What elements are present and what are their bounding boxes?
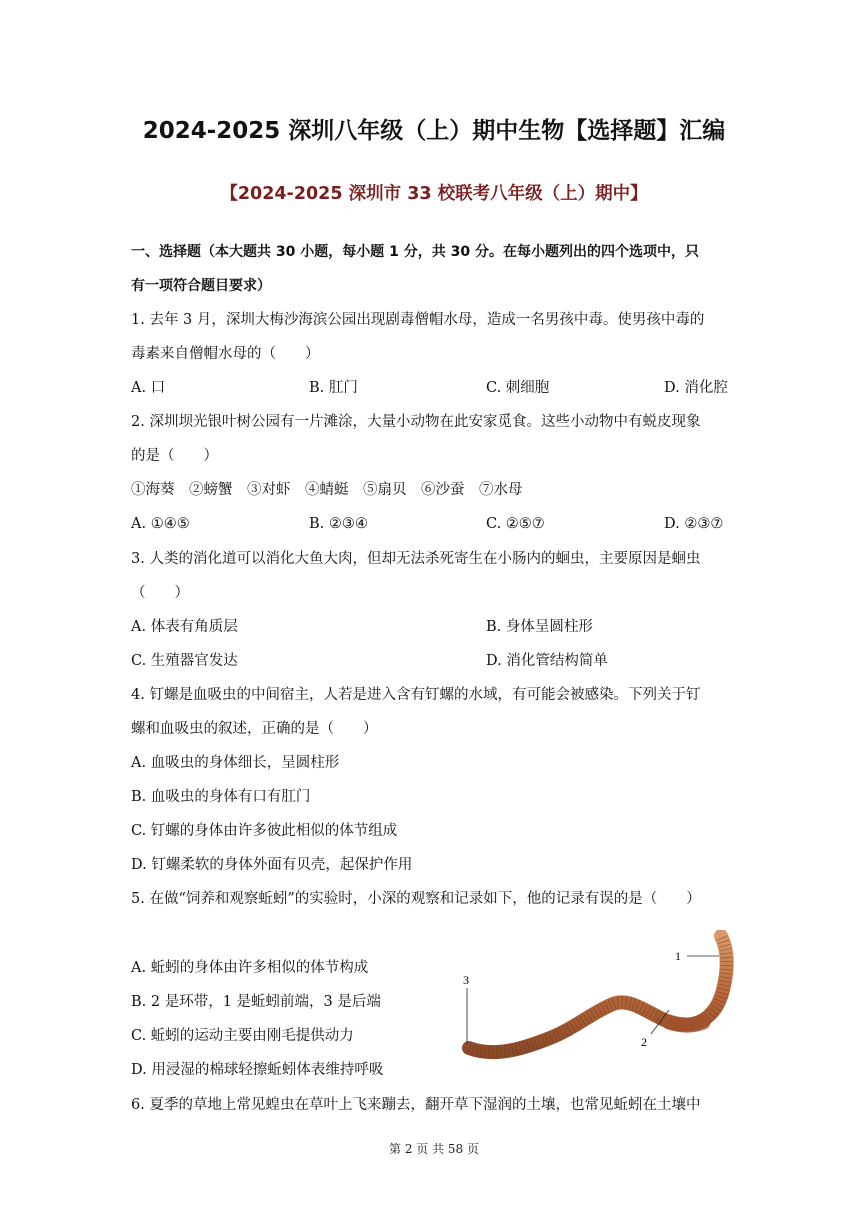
question-3-option-d: D. 消化管结构简单 xyxy=(486,653,608,669)
label-1: 1 xyxy=(675,949,681,963)
question-3-option-a: A. 体表有角质层 xyxy=(131,619,238,635)
question-1-stem-line-1: 1. 去年 3 月，深圳大梅沙海滨公园出现剧毒僧帽水母，造成一名男孩中毒。使男孩中毒的 xyxy=(131,312,705,328)
question-1-option-b: B. 肛门 xyxy=(309,380,358,396)
question-5-option-c: C. 蚯蚓的运动主要由刚毛提供动力 xyxy=(131,1028,354,1044)
question-5-stem: 5. 在做“饲养和观察蚯蚓”的实验时，小深的观察和记录如下，他的记录有误的是（ ） xyxy=(131,891,701,907)
exam-source-heading: 【2024-2025 深圳市 33 校联考八年级（上）期中】 xyxy=(220,184,648,204)
earthworm-figure xyxy=(455,930,745,1065)
question-5-option-b: B. 2 是环带，1 是蚯蚓前端，3 是后端 xyxy=(131,994,381,1010)
question-3-option-c: C. 生殖器官发达 xyxy=(131,653,238,669)
earthworm-clitellum xyxy=(669,1022,703,1025)
question-5-option-d: D. 用浸湿的棉球轻擦蚯蚓体表维持呼吸 xyxy=(131,1062,384,1078)
label-3: 3 xyxy=(463,973,469,987)
question-2-stem-line-1: 2. 深圳坝光银叶树公园有一片滩涂，大量小动物在此安家觅食。这些小动物中有蜕皮现象 xyxy=(131,414,701,430)
document-title: 2024-2025 深圳八年级（上）期中生物【选择题】汇编 xyxy=(142,118,726,144)
earthworm-segments xyxy=(469,936,727,1052)
earthworm-body xyxy=(469,936,727,1052)
question-4-stem-line-1: 4. 钉螺是血吸虫的中间宿主，人若是进入含有钉螺的水域，有可能会被感染。下列关于钉 xyxy=(131,687,701,703)
section-heading-line-1: 一、选择题（本大题共 30 小题，每小题 1 分，共 30 分。在每小题列出的四个选项中，只 xyxy=(131,244,699,260)
label-2: 2 xyxy=(641,1035,647,1049)
question-4-option-c: C. 钉螺的身体由许多彼此相似的体节组成 xyxy=(131,823,398,839)
question-1-option-a: A. 口 xyxy=(131,380,166,396)
question-2-stem-line-2: 的是（ ） xyxy=(131,448,218,464)
question-4-option-a: A. 血吸虫的身体细长，呈圆柱形 xyxy=(131,755,340,771)
question-5-option-a: A. 蚯蚓的身体由许多相似的体节构成 xyxy=(131,960,369,976)
question-2-items-list: ①海葵 ②螃蟹 ③对虾 ④蜻蜓 ⑤扇贝 ⑥沙蚕 ⑦水母 xyxy=(131,482,523,498)
question-1-option-d: D. 消化腔 xyxy=(664,380,728,396)
question-4-option-b: B. 血吸虫的身体有口有肛门 xyxy=(131,789,311,805)
question-6-stem-line-1: 6. 夏季的草地上常见蝗虫在草叶上飞来蹦去，翻开草下湿润的土壤，也常见蚯蚓在土壤中 xyxy=(131,1097,701,1113)
section-heading-line-2: 有一项符合题目要求） xyxy=(131,278,271,294)
question-4-stem-line-2: 螺和血吸虫的叙述，正确的是（ ） xyxy=(131,721,378,737)
earthworm-illustration xyxy=(455,930,745,1065)
question-3-option-b: B. 身体呈圆柱形 xyxy=(486,619,593,635)
question-2-option-b: B. ②③④ xyxy=(309,516,368,532)
question-2-option-a: A. ①④⑤ xyxy=(131,516,190,532)
question-2-option-c: C. ②⑤⑦ xyxy=(486,516,545,532)
question-3-stem-line-2: （ ） xyxy=(131,585,189,601)
question-4-option-d: D. 钉螺柔软的身体外面有贝壳，起保护作用 xyxy=(131,857,413,873)
question-2-option-d: D. ②③⑦ xyxy=(664,516,724,532)
question-3-stem-line-1: 3. 人类的消化道可以消化大鱼大肉，但却无法杀死寄生在小肠内的蛔虫，主要原因是蛔虫 xyxy=(131,551,701,567)
page-footer: 第 2 页 共 58 页 xyxy=(389,1142,479,1156)
question-1-stem-line-2: 毒素来自僧帽水母的（ ） xyxy=(131,346,320,362)
question-1-option-c: C. 刺细胞 xyxy=(486,380,550,396)
